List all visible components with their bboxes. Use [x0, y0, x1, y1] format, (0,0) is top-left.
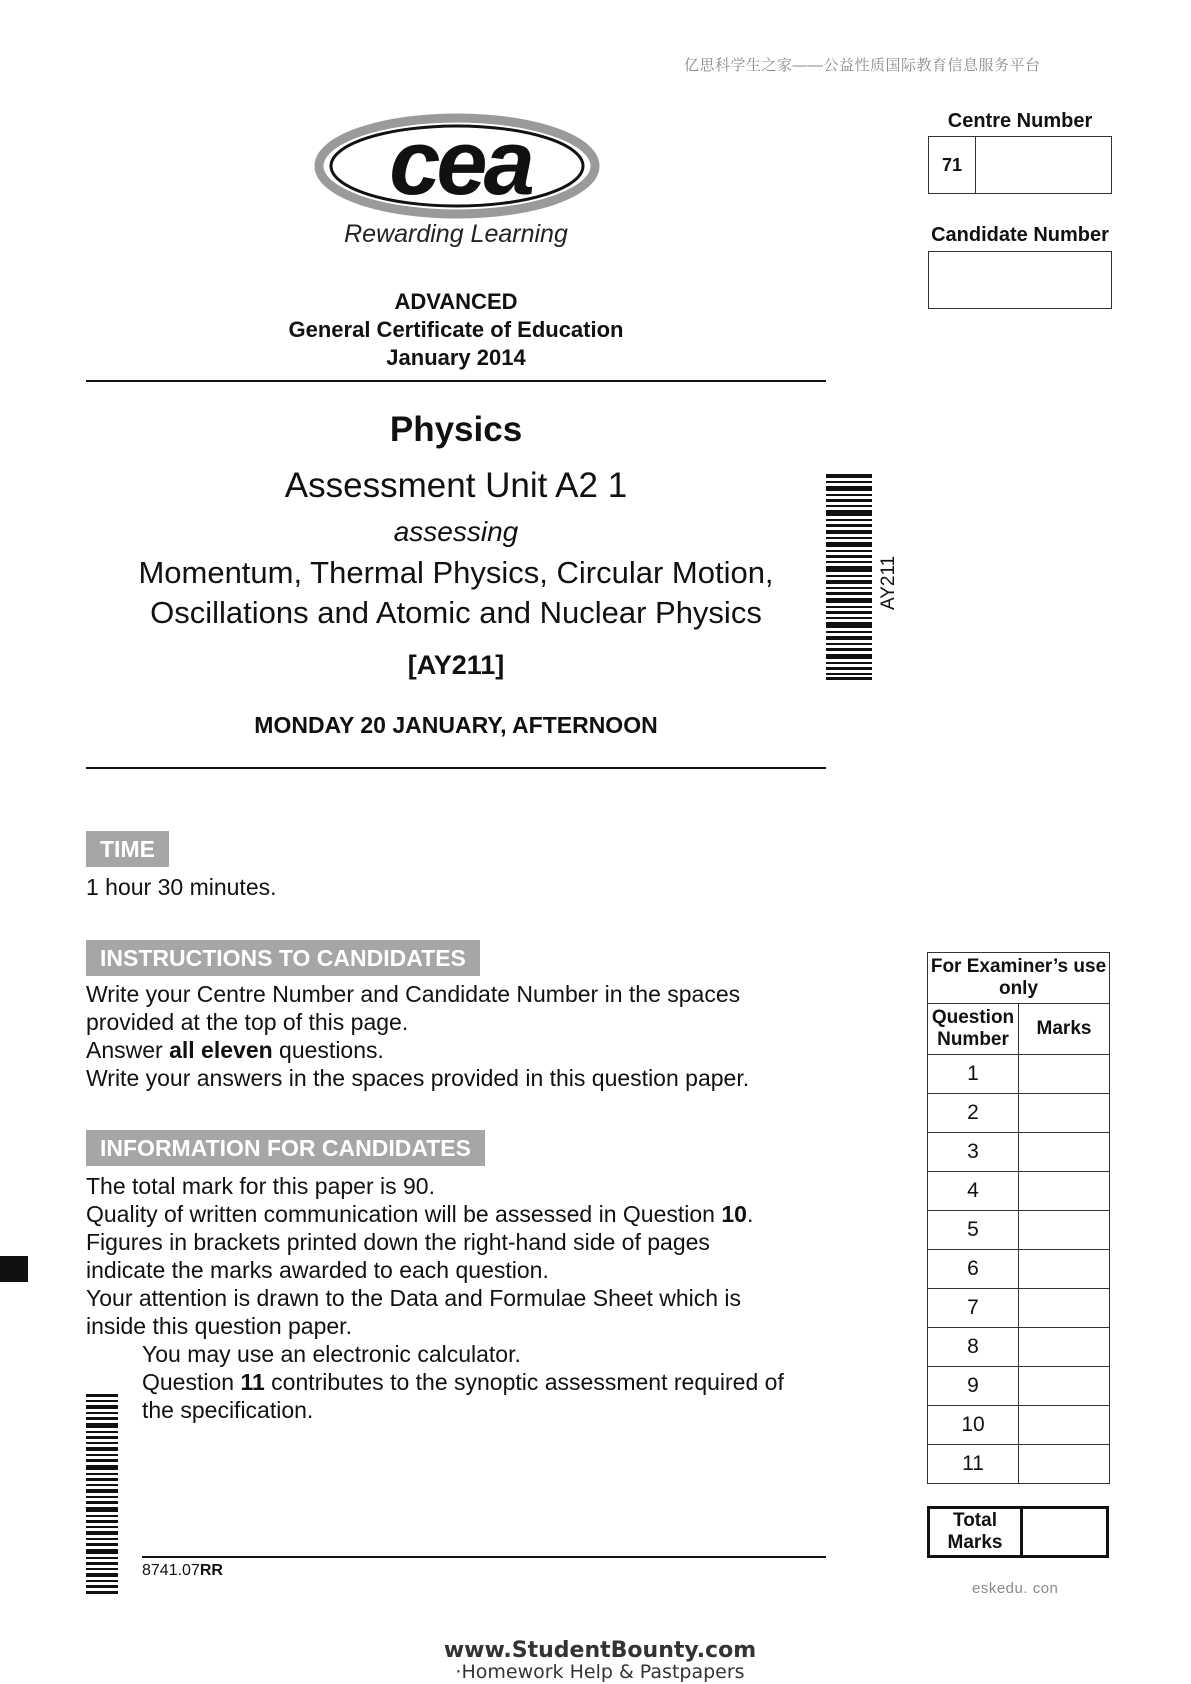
marks-cell[interactable] — [1019, 1250, 1110, 1289]
subject-title: Physics — [389, 410, 523, 449]
total-marks-box — [927, 1506, 1109, 1558]
paper-barcode — [826, 474, 872, 680]
question-number: 8 — [928, 1328, 1019, 1367]
information-line-8-bold: 11 — [240, 1369, 265, 1395]
col-marks: Marks — [1019, 1004, 1110, 1055]
examiner-row — [928, 1172, 1110, 1211]
candidate-number-field[interactable] — [928, 251, 1112, 309]
information-indented — [142, 1340, 842, 1424]
topics — [86, 553, 826, 633]
information-line-2-bold: 10 — [721, 1201, 747, 1227]
footer-code — [142, 1562, 223, 1580]
total-marks-field[interactable] — [1023, 1509, 1106, 1555]
marks-cell[interactable] — [1019, 1328, 1110, 1367]
examiner-row — [928, 1289, 1110, 1328]
divider-top — [86, 380, 826, 382]
footer-rule — [142, 1556, 826, 1558]
information-line-5: Your attention is drawn to the Data and Formulae Sheet which is — [86, 1285, 742, 1311]
marks-cell[interactable] — [1019, 1445, 1110, 1484]
centre-number-field[interactable] — [976, 137, 1111, 193]
examiner-row — [928, 1445, 1110, 1484]
footer-code-suffix: RR — [199, 1562, 223, 1579]
time-text: 1 hour 30 minutes. — [86, 874, 277, 900]
marks-cell[interactable] — [1019, 1172, 1110, 1211]
logo-tagline: Rewarding Learning — [344, 220, 568, 248]
information-line-2-pre: Quality of written communication will be assessed in Question — [86, 1201, 722, 1227]
qualification-name: General Certificate of Education — [288, 317, 624, 342]
qualification-level: ADVANCED — [394, 289, 518, 314]
information-line-8-pre: Question — [142, 1369, 241, 1395]
studentbounty-url[interactable]: www.StudentBounty.com — [443, 1638, 757, 1663]
examiner-row — [928, 1055, 1110, 1094]
examiner-row — [928, 1406, 1110, 1445]
studentbounty-sub: ·Homework Help & Pastpapers — [455, 1661, 745, 1683]
question-number: 10 — [928, 1406, 1019, 1445]
information-line-3: Figures in brackets printed down the right-hand side of pages — [86, 1229, 710, 1255]
examiner-row — [928, 1211, 1110, 1250]
marks-cell[interactable] — [1019, 1211, 1110, 1250]
marks-cell[interactable] — [1019, 1367, 1110, 1406]
exam-date: MONDAY 20 JANUARY, AFTERNOON — [254, 712, 658, 738]
cea-logo — [312, 112, 602, 222]
centre-number-box[interactable] — [928, 136, 1112, 194]
question-number: 2 — [928, 1094, 1019, 1133]
assessing-label: assessing — [393, 516, 519, 547]
footer-code-number: 8741.07 — [142, 1562, 200, 1579]
topics-line-1: Momentum, Thermal Physics, Circular Motion, — [138, 555, 774, 590]
instructions-line-3 — [86, 1036, 826, 1064]
instructions-heading: INSTRUCTIONS TO CANDIDATES — [86, 940, 480, 976]
instructions-line-3-pre: Answer — [86, 1037, 170, 1063]
studentbounty-footer[interactable] — [430, 1640, 770, 1682]
information-body — [86, 1172, 826, 1340]
information-line-4: indicate the marks awarded to each question. — [86, 1257, 549, 1283]
side-barcode — [86, 1394, 118, 1594]
centre-number-label: Centre Number — [947, 110, 1093, 132]
divider-bottom — [86, 767, 826, 769]
question-number: 11 — [928, 1445, 1019, 1484]
information-line-1: The total mark for this paper is 90. — [86, 1173, 435, 1199]
candidate-number-label: Candidate Number — [931, 224, 1109, 246]
information-line-6: inside this question paper. — [86, 1313, 352, 1339]
instructions-line-4: Write your answers in the spaces provided in this question paper. — [86, 1065, 750, 1091]
information-line-2-post: . — [746, 1201, 754, 1227]
qualification-session: January 2014 — [386, 345, 526, 370]
logo-text: cea — [389, 112, 531, 214]
question-number: 6 — [928, 1250, 1019, 1289]
instructions-line-3-bold: all eleven — [169, 1037, 273, 1063]
information-line-9: the specification. — [142, 1397, 314, 1423]
question-number: 5 — [928, 1211, 1019, 1250]
qualification-block — [86, 288, 826, 372]
marks-cell[interactable] — [1019, 1133, 1110, 1172]
information-line-8 — [142, 1368, 842, 1396]
instructions-line-3-post: questions. — [272, 1037, 384, 1063]
instructions-line-1: Write your Centre Number and Candidate Number in the spaces — [86, 981, 741, 1007]
examiner-row — [928, 1367, 1110, 1406]
question-number: 9 — [928, 1367, 1019, 1406]
centre-number-prefix: 71 — [929, 137, 976, 193]
marks-cell[interactable] — [1019, 1289, 1110, 1328]
information-line-7: You may use an electronic calculator. — [142, 1341, 521, 1367]
instructions-line-2: provided at the top of this page. — [86, 1009, 409, 1035]
watermark-top: 亿思科学生之家——公益性质国际教育信息服务平台 — [684, 57, 1041, 74]
question-number: 7 — [928, 1289, 1019, 1328]
question-number: 3 — [928, 1133, 1019, 1172]
paper-code: [AY211] — [407, 650, 505, 680]
question-number: 1 — [928, 1055, 1019, 1094]
col-question-number: Question Number — [928, 1004, 1019, 1055]
examiner-row — [928, 1094, 1110, 1133]
registration-mark — [0, 1256, 28, 1282]
information-heading: INFORMATION FOR CANDIDATES — [86, 1130, 485, 1166]
examiner-row — [928, 1328, 1110, 1367]
information-line-2 — [86, 1200, 826, 1228]
instructions-body — [86, 980, 826, 1092]
marks-cell[interactable] — [1019, 1055, 1110, 1094]
unit-title: Assessment Unit A2 1 — [284, 466, 628, 505]
question-number: 4 — [928, 1172, 1019, 1211]
marks-cell[interactable] — [1019, 1406, 1110, 1445]
examiner-row — [928, 1250, 1110, 1289]
total-marks-label: Total Marks — [930, 1509, 1023, 1555]
information-line-8-post: contributes to the synoptic assessment required of — [264, 1369, 784, 1395]
topics-line-2: Oscillations and Atomic and Nuclear Physics — [150, 595, 762, 630]
time-heading: TIME — [86, 831, 169, 867]
examiner-row — [928, 1133, 1110, 1172]
barcode-label: AY211 — [878, 555, 899, 610]
marks-cell[interactable] — [1019, 1094, 1110, 1133]
watermark-bottom: eskedu. con — [972, 1580, 1059, 1597]
examiner-table — [927, 952, 1110, 1484]
examiner-title: For Examiner’s use only — [928, 953, 1110, 1004]
